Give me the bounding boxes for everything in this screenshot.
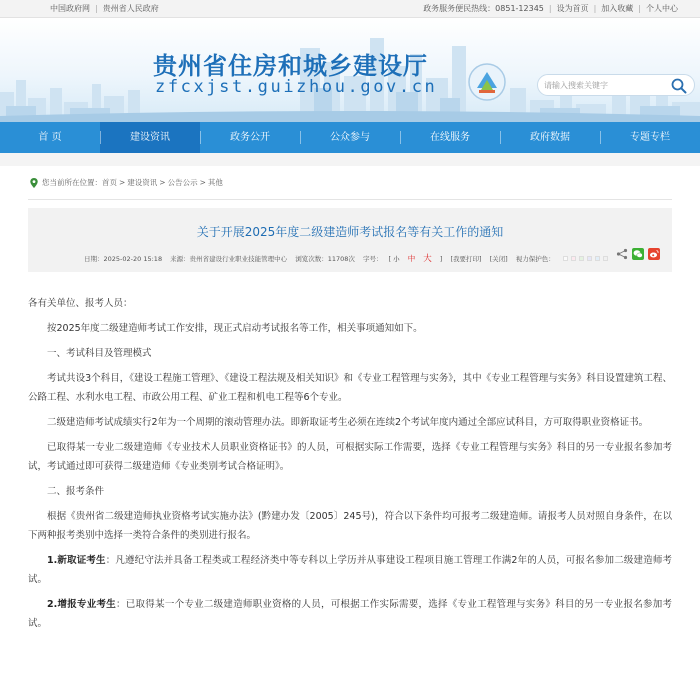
top-utility-bar [0, 0, 700, 18]
section-heading-eligibility: 二、报考条件 [47, 486, 105, 497]
breadcrumb-separator: > [119, 177, 126, 187]
eye-color-swatch[interactable] [595, 256, 600, 261]
share-icon[interactable] [616, 248, 628, 260]
article-header [28, 208, 672, 272]
new-candidates-title: 1.新取证考生 [47, 555, 106, 566]
nav-government-affairs[interactable]: 政务公开 [200, 122, 300, 153]
nav-spacer [0, 153, 700, 166]
close-button[interactable]: [关闭] [489, 255, 508, 263]
font-size-control: 字号： [ 小 中 大 ] [363, 254, 443, 264]
additional-candidates-text: ：已取得某一个专业二级建造师职业资格的人员，可根据工作实际需要，选择《专业工程管理与实务》科目的另一专业报名参加考试。 [28, 599, 672, 629]
site-title[interactable]: 贵州省住房和城乡建设厅 [153, 52, 428, 80]
new-candidates-text: ：凡遵纪守法并具备工程类或工程经济类中等专科以上学历并从事建设工程项目施工管理工作满2年的人员，可报名参加二级建造师考试。 [28, 555, 672, 585]
share-buttons [616, 248, 660, 260]
location-pin-icon [30, 178, 38, 188]
emblem-logo-icon [467, 62, 507, 102]
paragraph-score-cycle: 二级建造师考试成绩实行2年为一个周期的滚动管理办法。即新取证考生必须在连续2个考试年度内通过全部应试科目，方可取得职业资格证书。 [47, 417, 649, 428]
eye-color-swatch[interactable] [587, 256, 592, 261]
top-left-links: 中国政府网 | 贵州省人民政府 [50, 4, 159, 13]
paragraph-eligibility: 根据《贵州省二级建造师执业资格考试实施办法》(黔建办发〔2005〕245号)，符合以下条件均可报考二级建造师。请报考人员对照自身条件，在以下两种报考类别中选择一类符合条件的类别进行报名。 [28, 511, 672, 541]
main-nav [0, 122, 700, 153]
nav-construction-news[interactable]: 建设资讯 [100, 122, 200, 153]
search-icon[interactable] [670, 77, 688, 95]
breadcrumb-separator: > [159, 177, 166, 187]
article-meta [84, 252, 617, 264]
paragraph-new-candidates [28, 551, 672, 589]
link-set-homepage[interactable]: 设为首页 [556, 4, 589, 13]
font-size-label: 字号： [363, 255, 383, 263]
print-button[interactable]: [我要打印] [450, 255, 482, 263]
article-title: 关于开展2025年度二级建造师考试报名等有关工作的通知 [196, 225, 504, 239]
breadcrumb-announcements[interactable]: 公告公示 [167, 177, 198, 187]
link-guizhou-gov[interactable]: 贵州省人民政府 [102, 4, 159, 13]
breadcrumb-separator: > [199, 177, 206, 187]
paragraph-additional-major: 已取得某一专业二级建造师《专业技术人员职业资格证书》的人员，可根据实际工作需要，选择《专业工程管理与实务》科目的另一专业报名参加考试，考试通过即可获得二级建造师《专业类别考试合格证明》。 [28, 442, 672, 472]
publish-date: 日期：2025-02-20 15:18 [84, 255, 163, 263]
breadcrumb-label: 您当前所在位置： [42, 177, 102, 187]
nav-online-services[interactable]: 在线服务 [400, 122, 500, 153]
site-header [0, 18, 700, 122]
paragraph-subjects: 考试共设3个科目，《建设工程施工管理》、《建设工程法规及相关知识》和《专业工程管理与实务》，其中《专业工程管理与实务》科目设置建筑工程、公路工程、水利水电工程、市政公用工程、矿业工程和机电工程等6个专业。 [28, 373, 672, 403]
font-size-large[interactable]: 大 [423, 254, 432, 264]
top-right-links: 政务服务便民热线：0851-12345 | 设为首页 | 加入收藏 | 个人中心 [423, 4, 678, 13]
breadcrumb-home[interactable]: 首页 [102, 177, 117, 187]
weibo-icon[interactable] [648, 248, 660, 260]
eye-color-swatch[interactable] [563, 256, 568, 261]
eye-color-swatch[interactable] [571, 256, 576, 261]
hotline-text: 政务服务便民热线：0851-12345 [423, 4, 544, 13]
wechat-icon[interactable] [632, 248, 644, 260]
site-domain: zfcxjst.guizhou.gov.cn [155, 77, 438, 97]
article-source: 来源：贵州省建设行业职业技能管理中心 [170, 255, 288, 263]
link-china-gov[interactable]: 中国政府网 [50, 4, 90, 13]
additional-candidates-title: 2.增报专业考生 [47, 599, 117, 610]
link-personal-center[interactable]: 个人中心 [646, 4, 678, 13]
paragraph-additional-candidates [28, 595, 672, 633]
breadcrumb-construction-news[interactable]: 建设资讯 [127, 177, 158, 187]
breadcrumb-other[interactable]: 其他 [207, 177, 223, 187]
eye-protection-label: 视力保护色： [515, 255, 555, 263]
greeting: 各有关单位、报考人员： [28, 298, 133, 309]
link-add-favorite[interactable]: 加入收藏 [601, 4, 634, 13]
nav-government-data[interactable]: 政府数据 [500, 122, 600, 153]
eye-protection-colors [563, 255, 611, 263]
intro-paragraph: 按2025年度二级建造师考试工作安排，现正式启动考试报名等工作，相关事项通知如下。 [47, 323, 423, 334]
search-box [537, 74, 695, 96]
eye-color-swatch[interactable] [603, 256, 608, 261]
font-size-small[interactable]: 小 [393, 255, 400, 263]
nav-home[interactable]: 首 页 [38, 132, 62, 143]
view-count: 浏览次数：11708次 [295, 255, 355, 263]
font-size-medium[interactable]: 中 [407, 254, 416, 263]
breadcrumb [28, 166, 672, 200]
search-input[interactable] [544, 78, 666, 93]
section-heading-subjects: 一、考试科目及管理模式 [47, 348, 152, 359]
nav-special-topics[interactable]: 专题专栏 [600, 122, 700, 153]
eye-color-swatch[interactable] [579, 256, 584, 261]
article-body [28, 294, 672, 633]
nav-public-participation[interactable]: 公众参与 [300, 122, 400, 153]
